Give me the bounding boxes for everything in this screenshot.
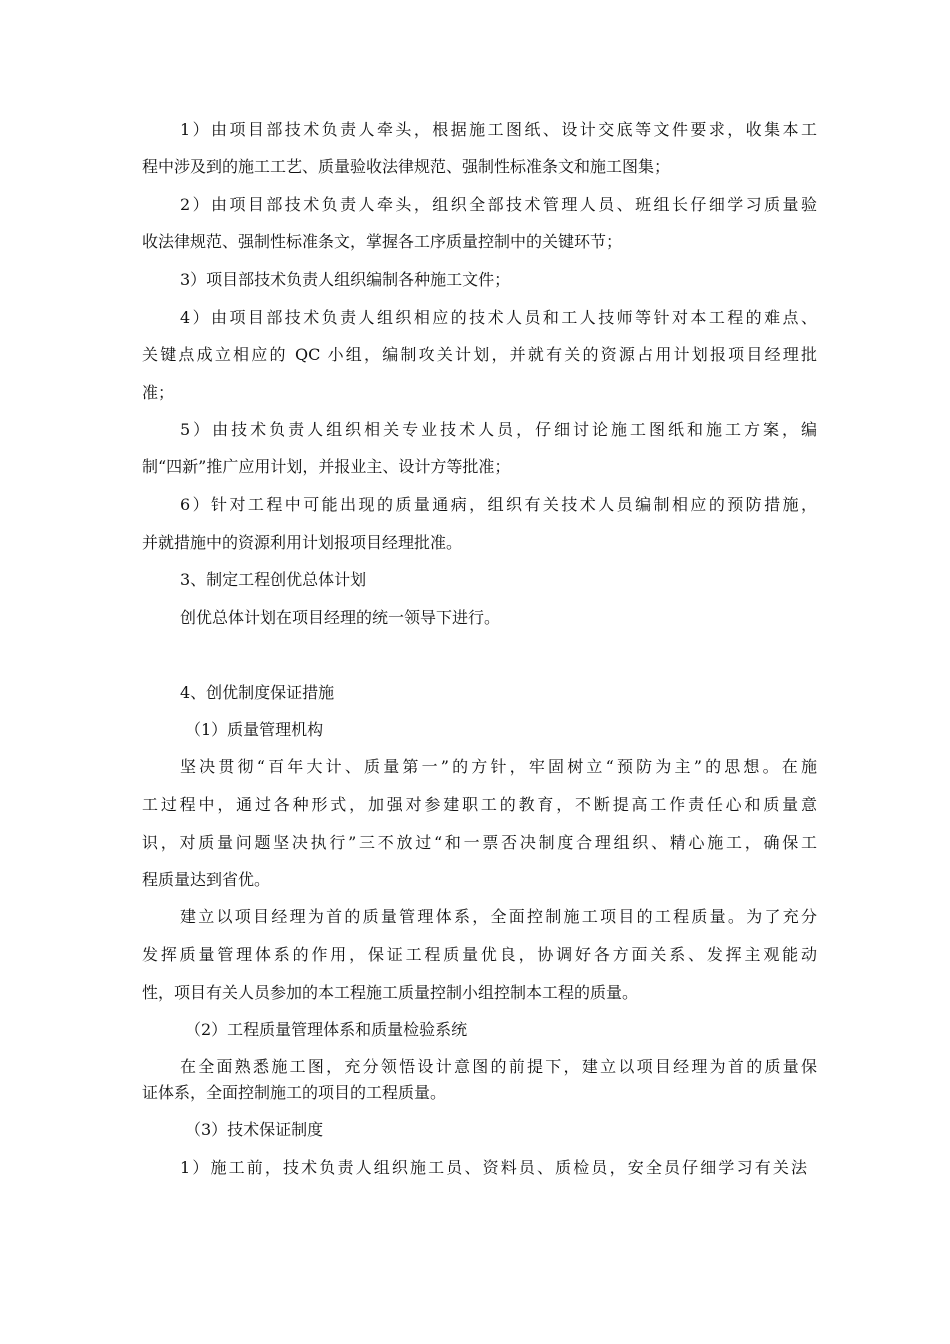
paragraph-line: 1）由项目部技术负责人牵头，根据施工图纸、设计交底等文件要求，收集本工	[180, 120, 817, 139]
paragraph-line: 识，对质量问题坚决执行”三不放过“和一票否决制度合理组织、精心施工，确保工	[142, 833, 817, 852]
paragraph-line: 坚决贯彻“百年大计、质量第一”的方针，牢固树立“预防为主”的思想。在施	[180, 757, 817, 776]
subsection-heading: （2）工程质量管理体系和质量检验系统	[185, 1020, 468, 1039]
paragraph-line: 并就措施中的资源利用计划报项目经理批准。	[142, 533, 463, 552]
paragraph-line: 关键点成立相应的 QC 小组，编制攻关计划，并就有关的资源占用计划报项目经理批	[142, 345, 817, 364]
paragraph-line: 程质量达到省优。	[142, 870, 271, 889]
paragraph-line: 程中涉及到的施工工艺、质量验收法律规范、强制性标准条文和施工图集；	[142, 157, 671, 176]
paragraph-line: 6）针对工程中可能出现的质量通病，组织有关技术人员编制相应的预防措施，	[180, 495, 817, 514]
paragraph-line: 3）项目部技术负责人组织编制各种施工文件；	[180, 270, 511, 289]
paragraph-line: 工过程中，通过各种形式，加强对参建职工的教育，不断提高工作责任心和质量意	[142, 795, 817, 814]
paragraph-line: 制“四新”推广应用计划，并报业主、设计方等批准；	[142, 457, 511, 476]
paragraph-line: 发挥质量管理体系的作用，保证工程质量优良，协调好各方面关系、发挥主观能动	[142, 945, 817, 964]
subsection-heading: （1）质量管理机构	[185, 720, 324, 739]
paragraph-line: 4）由项目部技术负责人组织相应的技术人员和工人技师等针对本工程的难点、	[180, 308, 817, 327]
paragraph-line: 在全面熟悉施工图，充分领悟设计意图的前提下，建立以项目经理为首的质量保	[180, 1057, 817, 1076]
paragraph-line: 收法律规范、强制性标准条文，掌握各工序质量控制中的关键环节；	[142, 232, 623, 251]
paragraph-line: 1）施工前，技术负责人组织施工员、资料员、质检员，安全员仔细学习有关法	[180, 1158, 807, 1177]
paragraph-line: 5）由技术负责人组织相关专业技术人员，仔细讨论施工图纸和施工方案，编	[180, 420, 817, 439]
section-heading: 4、创优制度保证措施	[180, 683, 335, 702]
paragraph-line: 性，项目有关人员参加的本工程施工质量控制小组控制本工程的质量。	[142, 983, 639, 1002]
paragraph-line: 创优总体计划在项目经理的统一领导下进行。	[180, 608, 501, 627]
paragraph-line: 2）由项目部技术负责人牵头，组织全部技术管理人员、班组长仔细学习质量验	[180, 195, 817, 214]
paragraph-line: 证体系，全面控制施工的项目的工程质量。	[142, 1083, 447, 1102]
paragraph-line: 建立以项目经理为首的质量管理体系，全面控制施工项目的工程质量。为了充分	[180, 907, 817, 926]
subsection-heading: （3）技术保证制度	[185, 1120, 324, 1139]
paragraph-line: 准；	[142, 383, 175, 402]
section-heading: 3、制定工程创优总体计划	[180, 570, 367, 589]
